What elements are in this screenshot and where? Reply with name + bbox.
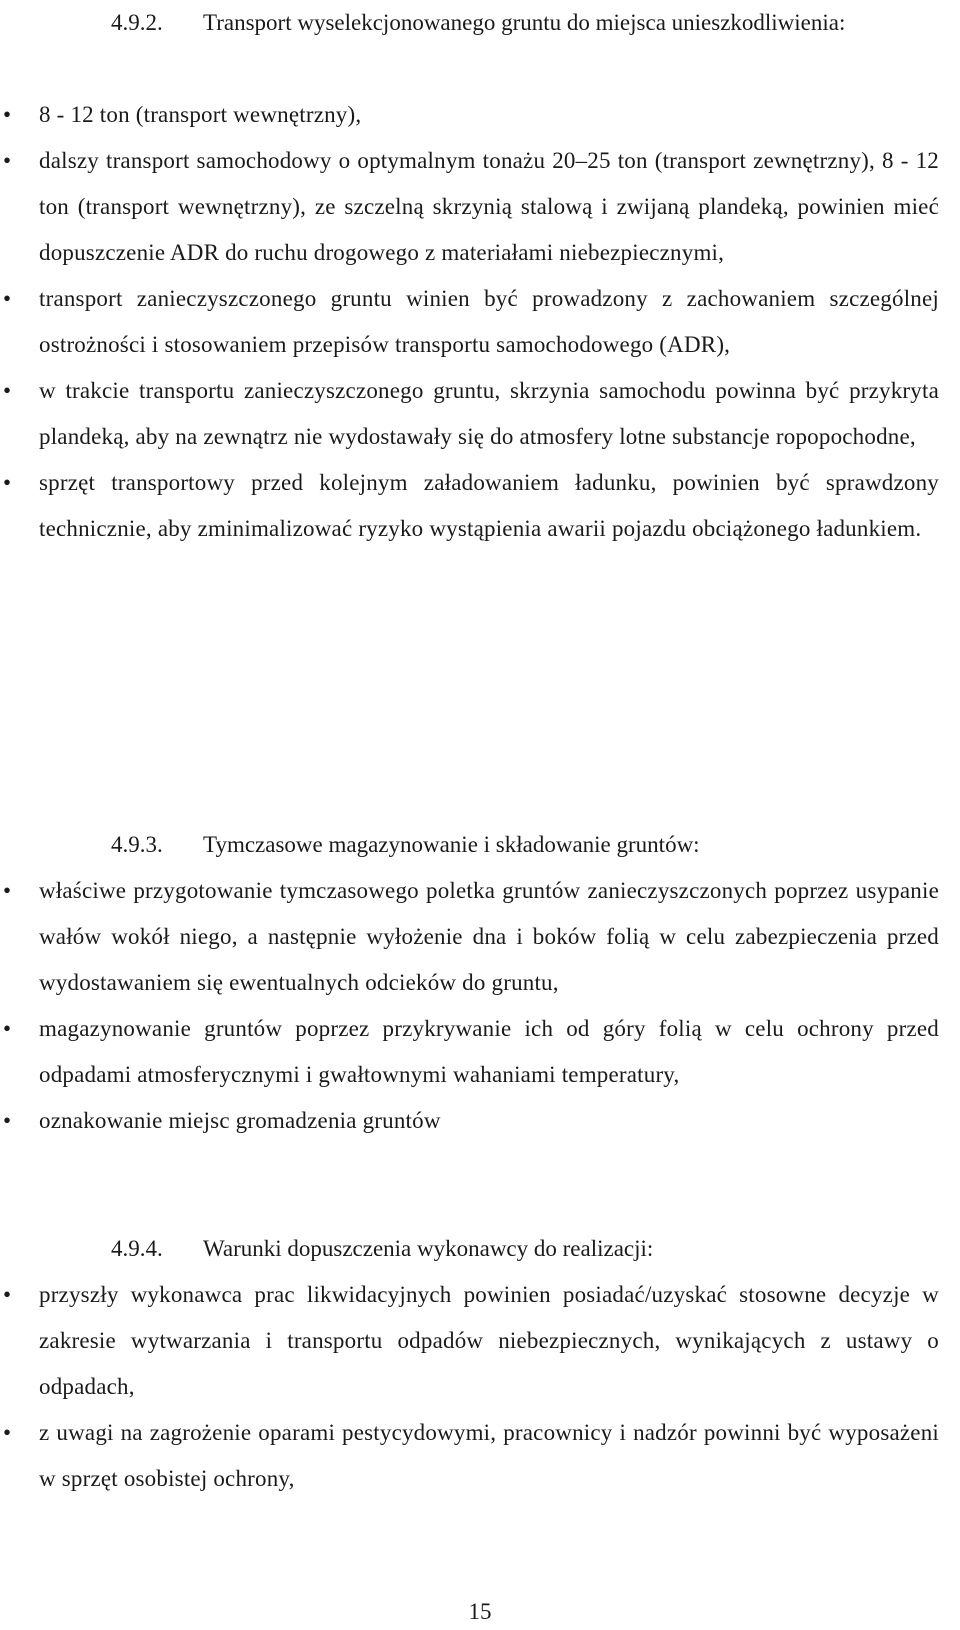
section-number: 4.9.3. <box>111 832 163 857</box>
list-item <box>0 1098 960 1144</box>
list-item-text: w trakcie transportu zanieczyszczonego gruntu, skrzynia samochodu powinna być przykryta plandeką, aby na zewnątrz nie wydostawały się do atmosfery lotne substancje ropopochodne, <box>39 378 939 449</box>
bullet-icon: • <box>2 1282 12 1307</box>
list-item <box>0 460 960 552</box>
section-number: 4.9.2. <box>111 10 163 35</box>
bullet-icon: • <box>2 148 12 173</box>
section-title: Transport wyselekcjonowanego gruntu do miejsca unieszkodliwienia: <box>203 10 846 35</box>
bullet-icon: • <box>2 102 12 127</box>
section-heading <box>0 822 960 868</box>
list-item <box>0 138 960 276</box>
bullet-list <box>0 92 960 552</box>
list-item-text: magazynowanie gruntów poprzez przykrywanie ich od góry folią w celu ochrony przed odpadami atmosferycznymi i gwałtownymi wahaniami temperatury, <box>39 1016 939 1087</box>
bullet-icon: • <box>2 1420 12 1445</box>
bullet-icon: • <box>2 1108 12 1133</box>
list-item <box>0 368 960 460</box>
list-item-text: sprzęt transportowy przed kolejnym załadowaniem ładunku, powinien być sprawdzony technicznie, aby zminimalizować ryzyko wystąpienia awarii pojazdu obciążonego ładunkiem. <box>39 470 939 541</box>
bullet-list <box>0 868 960 1144</box>
section-heading <box>0 1226 960 1272</box>
section-number: 4.9.4. <box>111 1236 163 1261</box>
section-4-9-3 <box>0 822 960 1144</box>
list-item <box>0 868 960 1006</box>
list-item-text: 8 - 12 ton (transport wewnętrzny), <box>39 102 362 127</box>
list-item <box>0 1006 960 1098</box>
section-title: Warunki dopuszczenia wykonawcy do realizacji: <box>203 1236 654 1261</box>
bullet-list <box>0 1272 960 1502</box>
section-4-9-2 <box>0 0 960 552</box>
list-item-text: przyszły wykonawca prac likwidacyjnych powinien posiadać/uzyskać stosowne decyzje w zakresie wytwarzania i transportu odpadów niebezpiecznych, wynikających z ustawy o odpadach, <box>39 1282 939 1399</box>
bullet-icon: • <box>2 286 12 311</box>
bullet-icon: • <box>2 470 12 495</box>
list-item <box>0 92 960 138</box>
list-item-text: z uwagi na zagrożenie oparami pestycydowymi, pracownicy i nadzór powinni być wyposażeni w sprzęt osobistej ochrony, <box>39 1420 939 1491</box>
list-item-text: oznakowanie miejsc gromadzenia gruntów <box>39 1108 441 1133</box>
section-title: Tymczasowe magazynowanie i składowanie gruntów: <box>203 832 700 857</box>
list-item <box>0 276 960 368</box>
list-item-text: właściwe przygotowanie tymczasowego poletka gruntów zanieczyszczonych poprzez usypanie wałów wokół niego, a następnie wyłożenie dna i boków folią w celu zabezpieczenia przed wydostawaniem się ewentualnych odcieków do gruntu, <box>39 878 939 995</box>
page-number: 15 <box>468 1599 492 1624</box>
list-item <box>0 1272 960 1410</box>
bullet-icon: • <box>2 1016 12 1041</box>
list-item-text: dalszy transport samochodowy o optymalnym tonażu 20–25 ton (transport zewnętrzny), 8 - 12 ton (transport wewnętrzny), ze szczelną skrzynią stalową i zwijaną plandeką, powinien mieć dopuszczenie ADR do ruchu drogowego z materiałami niebezpiecznymi, <box>39 148 939 265</box>
bullet-icon: • <box>2 878 12 903</box>
bullet-icon: • <box>2 378 12 403</box>
section-4-9-4 <box>0 1226 960 1502</box>
list-item <box>0 1410 960 1502</box>
list-item-text: transport zanieczyszczonego gruntu winien być prowadzony z zachowaniem szczególnej ostrożności i stosowaniem przepisów transportu samochodowego (ADR), <box>39 286 939 357</box>
section-heading <box>0 0 960 92</box>
